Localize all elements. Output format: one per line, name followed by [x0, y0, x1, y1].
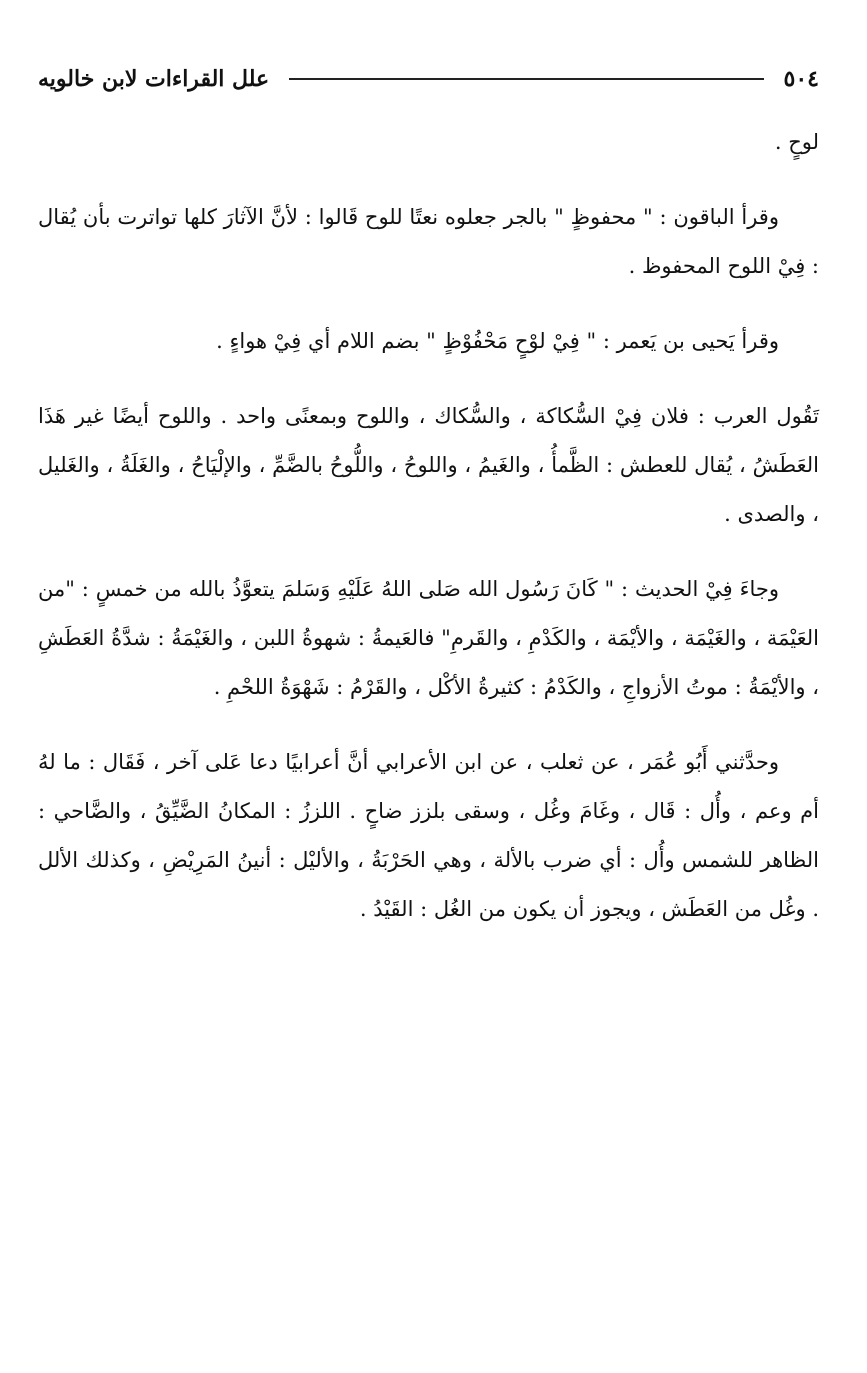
- paragraph: وجاءَ فِيْ الحديث : " كَانَ رَسُول الله صَلى اللهُ عَلَيْهِ وَسَلمَ يتعوَّذُ بالله من خمسٍ : "من العَيْمَة ، والغَيْمَة ، والأيْمَة ، والكَدْمِ ، والقَرمِ" فالعَيمةُ : شهوةُ اللبن ، والغَيْمَةُ : شدَّةُ العَطَشِ ، والأيْمَةُ : موتُ الأزواجِ ، والكَدْمُ : كثيرةُ الأكْل ، والقَرْمُ : شَهْوَةُ اللحْمِ .: [38, 577, 819, 699]
- book-page: [38, 0, 819, 1373]
- header-rule: [289, 78, 763, 80]
- page-header: [38, 62, 819, 96]
- paragraph: وقرأ يَحيى بن يَعمر : " فِيْ لوْحٍ مَحْفُوْظٍ " بضم اللام أي فِيْ هواءٍ .: [216, 329, 779, 353]
- paragraph: وحدَّثني أَبُو عُمَر ، عن ثعلب ، عن ابن الأعرابي أنَّ أعرابيًا دعا عَلى آخر ، فَقَال : ما لهُ أم وعم ، وأُل : قَال ، وغَامَ وغُل ، وسقى بلزز ضاحٍ . اللززُ : المكانُ الضَّيِّقُ ، والضَّاحي : الظاهر للشمس وأُل : أي ضرب بالألة ، وهي الحَرْبَةُ ، والأليْل : أنينُ المَرِيْضِ ، وكذلك الألل . وغُل من العَطَش ، ويجوز أن يكون من الغُل : القَيْدُ .: [38, 750, 819, 921]
- running-title: علل القراءات لابن خالويه: [38, 66, 270, 92]
- paragraph: وقرأ الباقون : " محفوظٍ " بالجر جعلوه نعتًا للوح قَالوا : لأنَّ الآثارَ كلها تواترت بأن يُقال : فِيْ اللوح المحفوظ .: [38, 205, 819, 278]
- page-number: ٥٠٤: [783, 66, 819, 92]
- paragraph: تَقُول العرب : فلان فِيْ السُّكاكة ، والسُّكاك ، واللوح وبمعنًى واحد . واللوح أيضًا غير هَذَا العَطَشُ ، يُقال للعطش : الظَّمأُ ، والغَيمُ ، واللوحُ ، واللُّوحُ بالضَّمِّ ، والإلْيَاحُ ، والغَلَةُ ، والغَليل ، والصدى .: [38, 404, 819, 526]
- paragraph: لوحٍ .: [774, 130, 819, 154]
- body-text: [38, 118, 819, 934]
